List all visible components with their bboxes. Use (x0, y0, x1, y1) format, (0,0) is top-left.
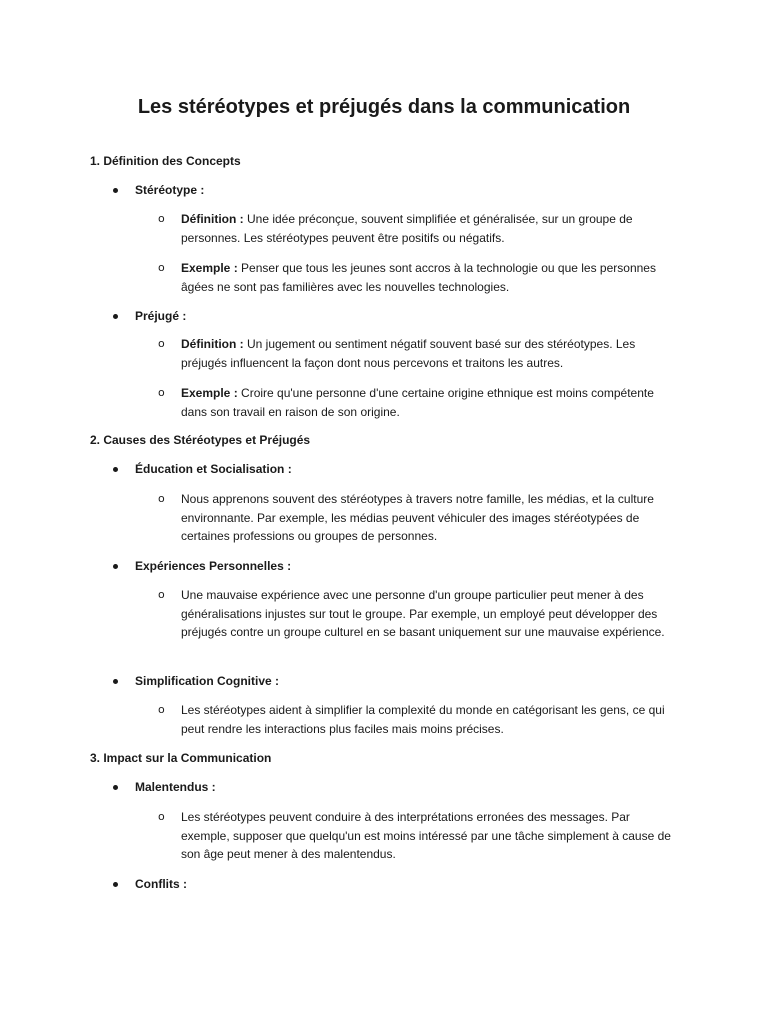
sub-item-text: Nous apprenons souvent des stéréotypes à travers notre famille, les médias, et la culture environnante. Par exemple, les médias peuvent véhiculer des images stéréotypées de certaines professions ou groupes de personnes. (181, 492, 654, 543)
bullet-icon (113, 882, 118, 887)
bullet-icon (113, 314, 118, 319)
circle-bullet-icon: o (158, 212, 165, 225)
bullet-label: Conflits : (135, 877, 187, 891)
sub-item-text: Penser que tous les jeunes sont accros à la technologie ou que les personnes âgées ne sont pas familières avec les nouvelles technologies. (181, 261, 656, 294)
circle-bullet-icon: o (158, 492, 165, 505)
circle-bullet-icon: o (158, 261, 165, 274)
bullet-icon (113, 785, 118, 790)
bullet-icon (113, 679, 118, 684)
sub-item (158, 335, 681, 372)
sub-item (158, 808, 681, 864)
section-heading: 3. Impact sur la Communication (90, 751, 272, 765)
circle-bullet-icon: o (158, 386, 165, 399)
bullet-item (135, 778, 216, 797)
bullet-item (135, 460, 292, 479)
bullet-item (135, 181, 204, 200)
bullet-label: Expériences Personnelles : (135, 559, 292, 573)
bullet-item (135, 557, 291, 576)
sub-item-text: Une idée préconçue, souvent simplifiée et généralisée, sur un groupe de personnes. Les stéréotypes peuvent être positifs ou négatifs. (181, 212, 633, 245)
bullet-icon (113, 564, 118, 569)
sub-item (158, 259, 681, 296)
bullet-icon (113, 467, 118, 472)
bullet-label: Stéréotype : (135, 183, 205, 197)
bullet-label: Simplification Cognitive : (135, 674, 280, 688)
sub-item-text: Les stéréotypes peuvent conduire à des interprétations erronées des messages. Par exemple, supposer que quelqu'un est moins intéressé par une tâche simplement à cause de son âge peut mener à des malentendus. (181, 810, 671, 861)
sub-item-text: Les stéréotypes aident à simplifier la complexité du monde en catégorisant les gens, ce qui peut rendre les interactions plus faciles mais moins précises. (181, 703, 665, 736)
circle-bullet-icon: o (158, 337, 165, 350)
sub-item (158, 586, 681, 642)
bullet-item (135, 307, 186, 326)
sub-item-lead: Définition : (181, 212, 244, 226)
section-heading: 1. Définition des Concepts (90, 154, 241, 168)
sub-item (158, 210, 681, 247)
sub-item-lead: Exemple : (181, 386, 238, 400)
circle-bullet-icon: o (158, 810, 165, 823)
bullet-label: Préjugé : (135, 309, 187, 323)
sub-item-text: Un jugement ou sentiment négatif souvent basé sur des stéréotypes. Les préjugés influencent la façon dont nous percevons et traitons les autres. (181, 337, 636, 370)
bullet-label: Éducation et Socialisation : (135, 462, 292, 476)
bullet-label: Malentendus : (135, 780, 216, 794)
sub-item (158, 701, 681, 738)
sub-item-text: Une mauvaise expérience avec une personne d'un groupe particulier peut mener à des généralisations injustes sur tout le groupe. Par exemple, un employé peut développer des préjugés contre un groupe culturel en se basant uniquement sur une mauvaise expérience. (181, 588, 665, 639)
sub-item (158, 384, 681, 421)
section-heading: 2. Causes des Stéréotypes et Préjugés (90, 433, 311, 447)
bullet-item (135, 875, 187, 894)
sub-item (158, 490, 681, 546)
bullet-item (135, 672, 279, 691)
sub-item-text: Croire qu'une personne d'une certaine origine ethnique est moins compétente dans son travail en raison de son origine. (181, 386, 654, 419)
sub-item-lead: Exemple : (181, 261, 238, 275)
sub-item-lead: Définition : (181, 337, 244, 351)
circle-bullet-icon: o (158, 703, 165, 716)
page-title: Les stéréotypes et préjugés dans la communication (137, 96, 631, 118)
circle-bullet-icon: o (158, 588, 165, 601)
bullet-icon (113, 188, 118, 193)
